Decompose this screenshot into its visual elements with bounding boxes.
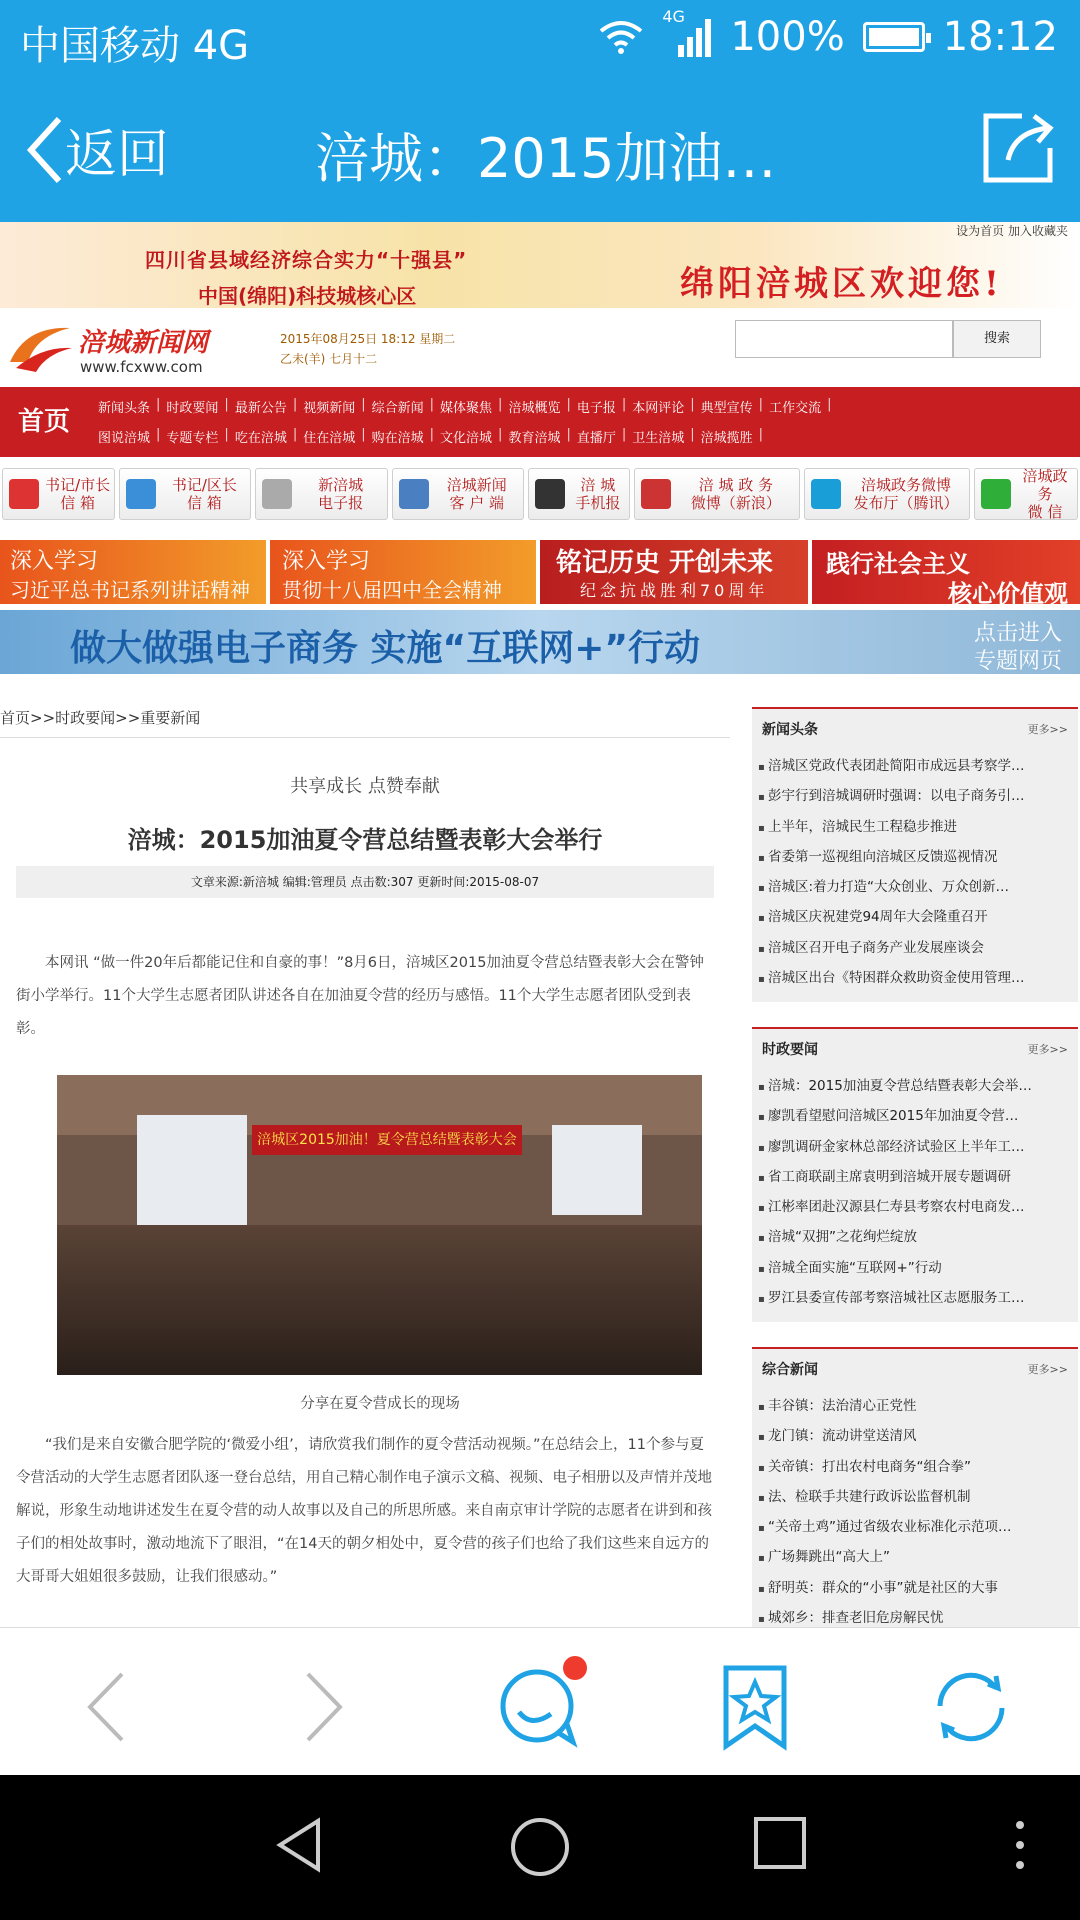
nav-separator: | <box>292 397 298 412</box>
quick-links <box>0 468 1080 524</box>
nav-link[interactable]: 吃在涪城 <box>234 431 287 446</box>
news-link[interactable]: ▪ 上半年，涪城民生工程稳步推进 <box>758 812 1074 842</box>
quick-link-line-2: 微 信 <box>1027 503 1063 521</box>
nav-link[interactable]: 教育涪城 <box>508 431 561 446</box>
nav-recents-icon[interactable] <box>752 1815 808 1871</box>
quick-link-line-2: 客 户 端 <box>449 494 505 512</box>
promo-banners <box>0 540 1080 606</box>
nav-link[interactable]: 媒体聚焦 <box>440 401 493 416</box>
sidebox-more-link[interactable]: 更多>> <box>1027 1363 1068 1376</box>
news-link[interactable]: ▪ 关帝镇：打出农村电商务“组合拳” <box>758 1452 1074 1482</box>
nav-separator: | <box>621 397 627 412</box>
photo-screen-right <box>552 1125 642 1215</box>
quick-link-line-1: 书记/市长 <box>45 476 111 494</box>
quick-link-2[interactable] <box>119 468 251 520</box>
news-link[interactable]: ▪ 法、检联手共建行政诉讼监督机制 <box>758 1482 1074 1512</box>
quick-link-icon <box>9 479 39 509</box>
promo-2-title: 深入学习 <box>282 549 371 574</box>
quick-link-icon <box>535 479 565 509</box>
quick-link-line-2: 信 箱 <box>187 494 222 512</box>
nav-link[interactable]: 新闻头条 <box>98 401 151 416</box>
nav-row-2 <box>98 427 769 446</box>
nav-separator: | <box>156 427 161 442</box>
nav-link[interactable]: 综合新闻 <box>371 401 424 416</box>
site-logo-name[interactable]: 涪城新闻网 <box>78 328 209 358</box>
news-link[interactable]: ▪ 涪城“双拥”之花绚烂绽放 <box>758 1222 1074 1252</box>
site-toplinks[interactable]: 设为首页 加入收藏夹 <box>956 224 1068 238</box>
site-date: 2015年08月25日 18:12 星期二 <box>280 332 456 346</box>
sidebox-headlines <box>752 707 1078 1002</box>
quick-link-line-2: 微博（新浪） <box>690 494 781 512</box>
ecommerce-banner[interactable] <box>0 610 1080 674</box>
quick-link-label <box>435 476 523 512</box>
promo-4-sub: 核心价值观 <box>948 580 1068 608</box>
nav-separator: | <box>498 397 503 412</box>
news-link[interactable]: ▪ 城郊乡：排查老旧危房解民忧 <box>758 1603 1074 1627</box>
nav-back-icon[interactable] <box>270 1815 330 1875</box>
nav-separator: | <box>566 397 571 412</box>
notification-badge <box>563 1656 587 1680</box>
nav-separator: | <box>498 427 503 442</box>
banner-line-2: 中国(绵阳)科技城核心区 <box>198 284 417 308</box>
site-banner <box>0 222 1080 308</box>
site-nav <box>0 387 1080 457</box>
quick-link-icon <box>981 479 1011 509</box>
sidebox-more-link[interactable]: 更多>> <box>1027 1043 1068 1056</box>
share-icon[interactable] <box>978 108 1058 188</box>
quick-link-line-1: 新涪城 <box>318 476 364 494</box>
article-headline: 涪城：2015加油夏令营总结暨表彰大会举行 <box>127 826 603 854</box>
banner-welcome: 绵阳涪城区欢迎您! <box>680 264 1003 304</box>
quick-link-icon <box>811 479 841 509</box>
quick-link-3[interactable] <box>255 468 387 520</box>
promo-4-title: 践行社会主义 <box>826 550 970 578</box>
news-link[interactable]: ▪ “关帝土鸡”通过省级农业标准化示范项… <box>758 1512 1074 1542</box>
news-link[interactable]: ▪ 彭宇行到涪城调研时强调：以电子商务引… <box>758 781 1074 811</box>
nav-separator: | <box>224 397 229 412</box>
quick-link-label <box>298 476 386 512</box>
photo-caption: 分享在夏令营成长的现场 <box>300 1396 460 1412</box>
quick-link-line-1: 涪城政务 <box>1022 467 1068 503</box>
news-link[interactable]: ▪ 龙门镇：流动讲堂送清风 <box>758 1421 1074 1451</box>
nav-link[interactable]: 专题专栏 <box>166 431 219 446</box>
clock: 18:12 <box>942 14 1058 60</box>
nav-link[interactable]: 时政要闻 <box>166 401 219 416</box>
article-meta: 文章来源:新涪城 编辑:管理员 点击数:307 更新时间:2015-08-07 <box>16 866 714 898</box>
nav-link[interactable]: 住在涪城 <box>303 431 356 446</box>
battery-fill <box>869 28 919 46</box>
promo-2-sub: 贯彻十八届四中全会精神 <box>282 578 502 602</box>
quick-link-icon <box>262 479 292 509</box>
quick-link-line-1: 涪 城 <box>580 476 616 494</box>
quick-link-line-1: 书记/区长 <box>171 476 237 494</box>
nav-separator: | <box>429 427 435 442</box>
quick-link-icon <box>399 479 429 509</box>
page-title: 涪城：2015加油… <box>315 127 777 190</box>
nav-separator: | <box>690 427 695 442</box>
site-search-button[interactable]: 搜索 <box>953 320 1041 358</box>
news-link[interactable]: ▪ 丰谷镇：法治清心正党性 <box>758 1391 1074 1421</box>
nav-link[interactable]: 卫生涪城 <box>632 431 685 446</box>
article-subtitle: 共享成长 点赞奉献 <box>290 776 440 797</box>
sidebox-politics <box>752 1027 1078 1322</box>
nav-link[interactable]: 直播厅 <box>576 431 616 446</box>
sidebox-list <box>758 1071 1074 1313</box>
quick-link-line-1: 涪城政务微博 <box>861 476 952 494</box>
news-link[interactable]: ▪ 广场舞跳出“高大上” <box>758 1542 1074 1572</box>
quick-link-label <box>45 476 114 512</box>
promo-1-title: 深入学习 <box>10 549 99 574</box>
quick-link-label <box>162 476 250 512</box>
nav-separator: | <box>827 397 832 412</box>
promo-2[interactable] <box>270 540 536 604</box>
signal-icon <box>662 7 712 59</box>
breadcrumb[interactable]: 首页>>时政要闻>>重要新闻 <box>0 709 201 727</box>
bookmark-star-icon[interactable] <box>710 1662 800 1752</box>
browser-back-icon[interactable] <box>62 1662 152 1752</box>
nav-separator: | <box>361 397 366 412</box>
site-search-input[interactable] <box>735 320 953 358</box>
news-link[interactable]: ▪ 涪城区召开电子商务产业发展座谈会 <box>758 933 1074 963</box>
nav-separator: | <box>758 397 764 412</box>
article-paragraph-1: 本网讯 “做一件20年后都能记住和自豪的事！”8月6日，涪城区2015加油夏令营总结暨表彰大会在警钟街小学举行。11个大学生志愿者团队讲述各自在加油夏令营的经历与感悟。11个大学生志愿者团队受到表彰。 <box>16 955 704 1037</box>
battery-percent: 100% <box>730 14 845 60</box>
quick-link-line-1: 涪城新闻 <box>446 476 507 494</box>
ecommerce-banner-link-1: 点击进入 <box>973 621 1062 646</box>
nav-row-1 <box>98 397 837 416</box>
quick-link-line-2: 信 箱 <box>60 494 96 512</box>
site-lunar-date: 乙未(羊) 七月十二 <box>280 352 378 366</box>
sidebox-title: 新闻头条 <box>762 722 818 738</box>
nav-separator: | <box>224 427 229 442</box>
nav-menu-icon[interactable] <box>1008 1815 1032 1875</box>
nav-separator: | <box>566 427 571 442</box>
news-link[interactable]: ▪ 涪城区庆祝建党94周年大会隆重召开 <box>758 902 1074 932</box>
nav-link[interactable]: 电子报 <box>576 401 616 416</box>
quick-link-icon <box>126 479 156 509</box>
news-link[interactable]: ▪ 江彬率团赴汉源县仁寿县考察农村电商发… <box>758 1192 1074 1222</box>
sidebox-general <box>752 1347 1078 1627</box>
sidebox-title: 综合新闻 <box>762 1362 818 1378</box>
nav-separator: | <box>156 397 161 412</box>
nav-link[interactable]: 涪城概览 <box>508 401 561 416</box>
photo-screen-left <box>137 1115 247 1225</box>
promo-3-sub: 纪念抗战胜利70周年 <box>580 581 769 600</box>
battery-icon <box>863 22 925 52</box>
chat-button[interactable] <box>495 1662 585 1752</box>
nav-link[interactable]: 最新公告 <box>234 401 287 416</box>
quick-link-5[interactable] <box>528 468 630 520</box>
network-type: 4G <box>662 7 685 26</box>
promo-1[interactable] <box>0 540 266 604</box>
quick-link-line-2: 电子报 <box>318 494 364 512</box>
quick-link-label <box>847 476 969 512</box>
quick-link-1[interactable] <box>2 468 115 520</box>
nav-separator: | <box>361 427 366 442</box>
quick-link-7[interactable] <box>804 468 970 520</box>
sidebox-title: 时政要闻 <box>762 1042 818 1058</box>
chevron-left-icon <box>25 115 65 185</box>
browser-forward-icon[interactable] <box>278 1662 368 1752</box>
divider <box>0 737 730 738</box>
quick-link-4[interactable] <box>392 468 524 520</box>
quick-link-line-2: 手机报 <box>575 494 621 512</box>
nav-separator: | <box>690 397 695 412</box>
news-link[interactable]: ▪ 廖凯看望慰问涪城区2015年加油夏令营… <box>758 1101 1074 1131</box>
promo-1-sub: 习近平总书记系列讲话精神 <box>10 578 250 602</box>
web-content[interactable] <box>0 222 1080 1627</box>
quick-link-8[interactable] <box>974 468 1078 520</box>
article-paragraph-2: “我们是来自安徽合肥学院的‘微爱小组’，请欣赏我们制作的夏令营活动视频。”在总结会上，11个参与夏令营活动的大学生志愿者团队逐一登台总结，用自己精心制作电子演示文稿、视频、电子相册以及声情并茂地解说，形象生动地讲述发生在夏令营的动人故事以及自己的所思所感。来自南京审计学院的志愿者在讲到和孩子们的相处故事时，激动地流下了眼泪，“在14天的朝夕相处中，夏令营的孩子们也给了我们这些来自远方的大哥哥大姐姐很多鼓励，让我们很感动。” <box>16 1437 712 1585</box>
ecommerce-banner-link-2: 专题网页 <box>973 649 1062 674</box>
nav-separator: | <box>429 397 435 412</box>
nav-separator: | <box>758 427 764 442</box>
news-link[interactable]: ▪ 省委第一巡视组向涪城区反馈巡视情况 <box>758 842 1074 872</box>
quick-link-6[interactable] <box>634 468 800 520</box>
photo-audience <box>57 1225 702 1375</box>
quick-link-label <box>1017 467 1077 521</box>
status-bar <box>0 0 1080 75</box>
carrier-label: 中国移动 4G <box>20 23 250 69</box>
nav-link[interactable]: 工作交流 <box>769 401 822 416</box>
site-logo-url: www.fcxww.com <box>80 358 203 376</box>
refresh-icon[interactable] <box>926 1662 1016 1752</box>
system-nav-bar <box>0 1775 1080 1920</box>
nav-link[interactable]: 图说涪城 <box>98 431 151 446</box>
nav-link[interactable]: 视频新闻 <box>303 401 356 416</box>
promo-3-title: 铭记历史 开创未来 <box>556 548 774 578</box>
sidebox-list <box>758 751 1074 993</box>
wifi-icon <box>598 19 644 55</box>
ecommerce-banner-text: 做大做强电子商务 实施“互联网+”行动 <box>70 628 701 669</box>
nav-link[interactable]: 文化涪城 <box>440 431 493 446</box>
news-link[interactable]: ▪ 涪城区出台《特困群众救助资金使用管理… <box>758 963 1074 993</box>
news-link[interactable]: ▪ 廖凯调研金家林总部经济试验区上半年工… <box>758 1132 1074 1162</box>
quick-link-icon <box>641 479 671 509</box>
article-photo <box>57 1075 702 1375</box>
news-link[interactable]: ▪ 罗江县委宣传部考察涪城社区志愿服务工… <box>758 1283 1074 1313</box>
nav-link[interactable]: 购在涪城 <box>371 431 424 446</box>
nav-separator: | <box>621 427 627 442</box>
news-link[interactable]: ▪ 涪城全面实施“互联网+”行动 <box>758 1253 1074 1283</box>
quick-link-label <box>677 476 799 512</box>
nav-home-icon[interactable] <box>508 1815 572 1879</box>
nav-separator: | <box>292 427 298 442</box>
nav-link[interactable]: 本网评论 <box>632 401 685 416</box>
nav-link[interactable]: 典型宣传 <box>700 401 753 416</box>
promo-3[interactable] <box>540 540 808 604</box>
site-logo-icon[interactable] <box>6 318 76 378</box>
title-bar <box>0 90 1080 210</box>
nav-link[interactable]: 涪城揽胜 <box>700 431 753 446</box>
news-link[interactable]: ▪ 涪城区党政代表团赴简阳市成远县考察学… <box>758 751 1074 781</box>
news-link[interactable]: ▪ 涪城：2015加油夏令营总结暨表彰大会举… <box>758 1071 1074 1101</box>
sidebox-more-link[interactable]: 更多>> <box>1027 723 1068 736</box>
banner-line-1: 四川省县域经济综合实力“十强县” <box>145 248 468 272</box>
nav-home[interactable]: 首页 <box>18 407 71 437</box>
back-label: 返回 <box>65 125 170 185</box>
news-link[interactable]: ▪ 涪城区:着力打造“大众创业、万众创新… <box>758 872 1074 902</box>
promo-4[interactable] <box>812 540 1080 608</box>
back-button[interactable] <box>25 112 169 187</box>
photo-banner: 涪城区2015加油！夏令营总结暨表彰大会 <box>252 1125 522 1155</box>
browser-toolbar <box>0 1627 1080 1775</box>
quick-link-label <box>571 476 629 512</box>
news-link[interactable]: ▪ 省工商联副主席袁明到涪城开展专题调研 <box>758 1162 1074 1192</box>
quick-link-line-2: 发布厅（腾讯） <box>853 494 959 512</box>
quick-link-line-1: 涪 城 政 务 <box>698 476 774 494</box>
news-link[interactable]: ▪ 舒明英：群众的“小事”就是社区的大事 <box>758 1573 1074 1603</box>
sidebox-list <box>758 1391 1074 1627</box>
app-header <box>0 0 1080 222</box>
